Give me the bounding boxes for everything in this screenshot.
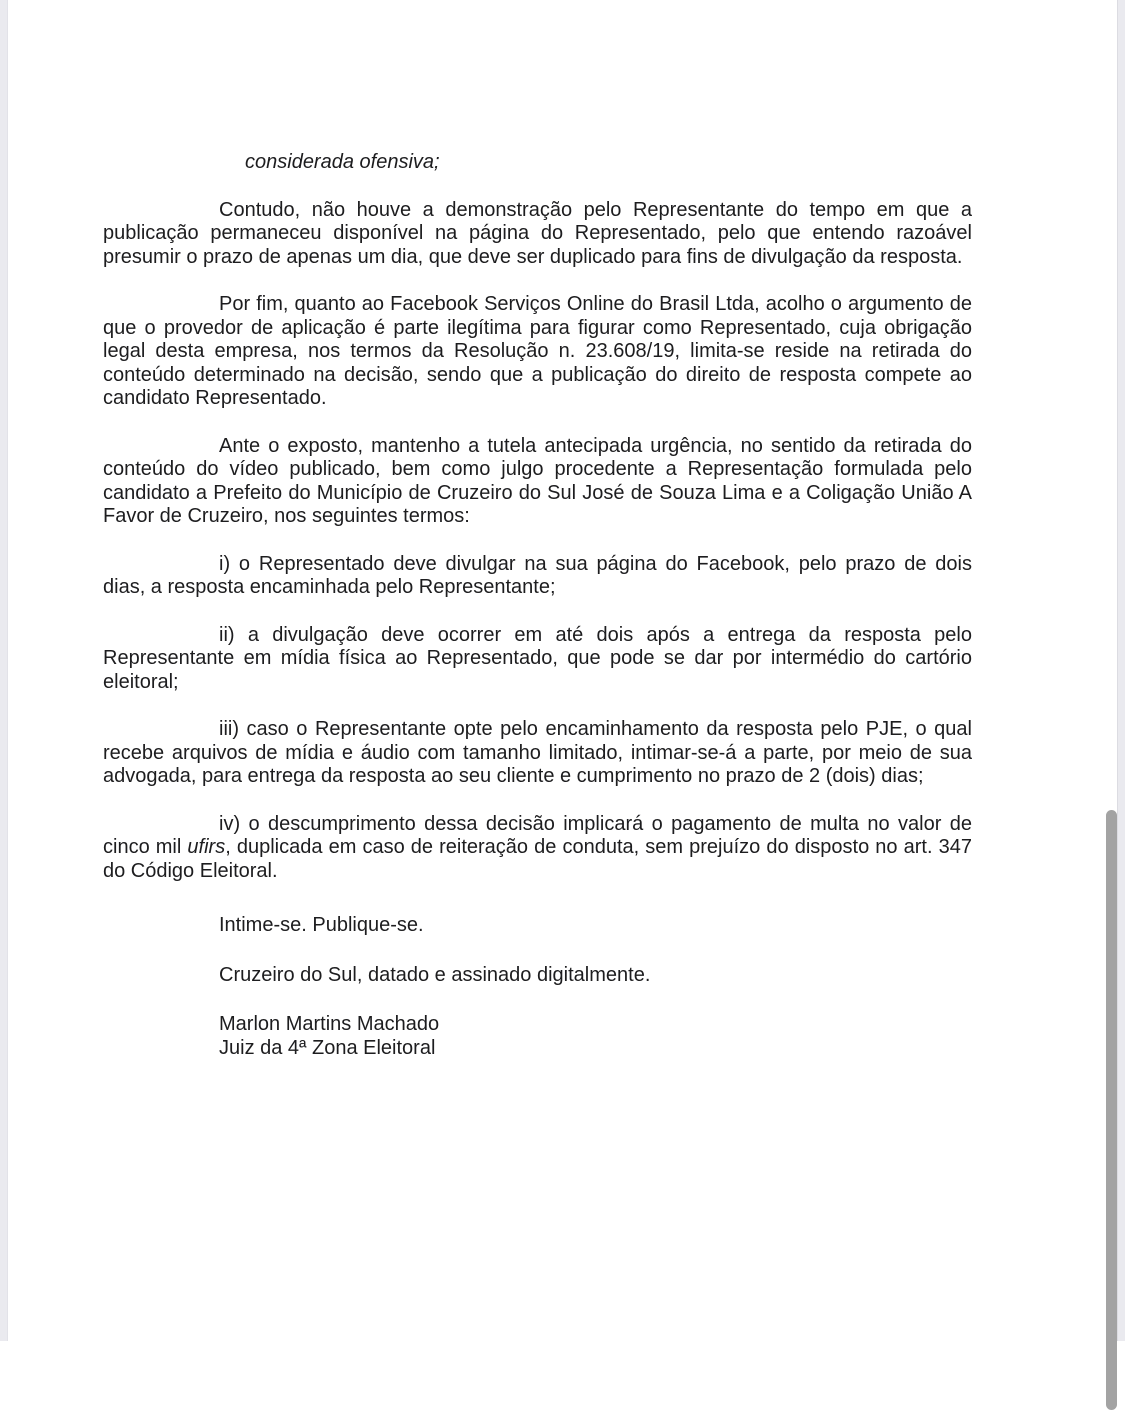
document-body [103, 151, 972, 1060]
decision-item-iii: iii) caso o Representante opte pelo encaminhamento da resposta pelo PJE, o qual recebe arquivos de mídia e áudio com tamanho limitado, intimar-se-á a parte, por meio de sua advogada, para entrega da resposta ao seu cliente e cumprimento no prazo de 2 (dois) dias; [103, 718, 972, 787]
item-iv-text-end: , duplicada em caso de reiteração de conduta, sem prejuízo do disposto no art. 347 do Código Eleitoral. [103, 836, 972, 882]
paragraph-por-fim: Por fim, quanto ao Facebook Serviços Online do Brasil Ltda, acolho o argumento de que o provedor de aplicação é parte ilegítima para figurar como Representado, cuja obrigação legal desta empresa, nos termos da Resolução n. 23.608/19, limita-se reside na retirada do conteúdo determinado na decisão, sendo que a publicação do direito de resposta compete ao candidato Representado. [103, 293, 972, 409]
decision-item-ii: ii) a divulgação deve ocorrer em até dois após a entrega da resposta pelo Representante em mídia física ao Representado, que pode se dar por intermédio do cartório eleitoral; [103, 623, 972, 693]
paragraph-ante-o-exposto: Ante o exposto, mantenho a tutela antecipada urgência, no sentido da retirada do conteúdo do vídeo publicado, bem como julgo procedente a Representação formulada pelo candidato a Prefeito do Município de Cruzeiro do Sul José de Souza Lima e a Coligação União A Favor de Cruzeiro, nos seguintes termos: [103, 434, 972, 527]
decision-item-i: i) o Representado deve divulgar na sua página do Facebook, pelo prazo de dois dias, a resposta encaminhada pelo Representante; [103, 552, 972, 598]
left-edge-gutter [0, 0, 8, 1341]
decision-item-iv [103, 813, 972, 884]
place-date-line: Cruzeiro do Sul, datado e assinado digitalmente. [219, 963, 651, 986]
item-iv-text-start: iv) o descumprimento dessa decisão implicará o pagamento de multa no valor de cinco mil [103, 812, 972, 858]
signer-title: Juiz da 4ª Zona Eleitoral [219, 1036, 436, 1059]
signer-name: Marlon Martins Machado [219, 1013, 440, 1035]
item-iv-italic-term: ufirs [187, 836, 226, 858]
signature-block [103, 1013, 972, 1060]
paragraph-contudo: Contudo, não houve a demonstração pelo Representante do tempo em que a publicação permaneceu disponível na página do Representado, pelo que entendo razoável presumir o prazo de apenas um dia, que deve ser duplicado para fins de divulgação da resposta. [103, 198, 972, 268]
right-edge-gutter [1117, 0, 1125, 1341]
order-line: Intime-se. Publique-se. [219, 914, 424, 936]
quote-continuation-line: considerada ofensiva; [245, 151, 440, 173]
scrollbar-thumb[interactable] [1106, 810, 1117, 1410]
